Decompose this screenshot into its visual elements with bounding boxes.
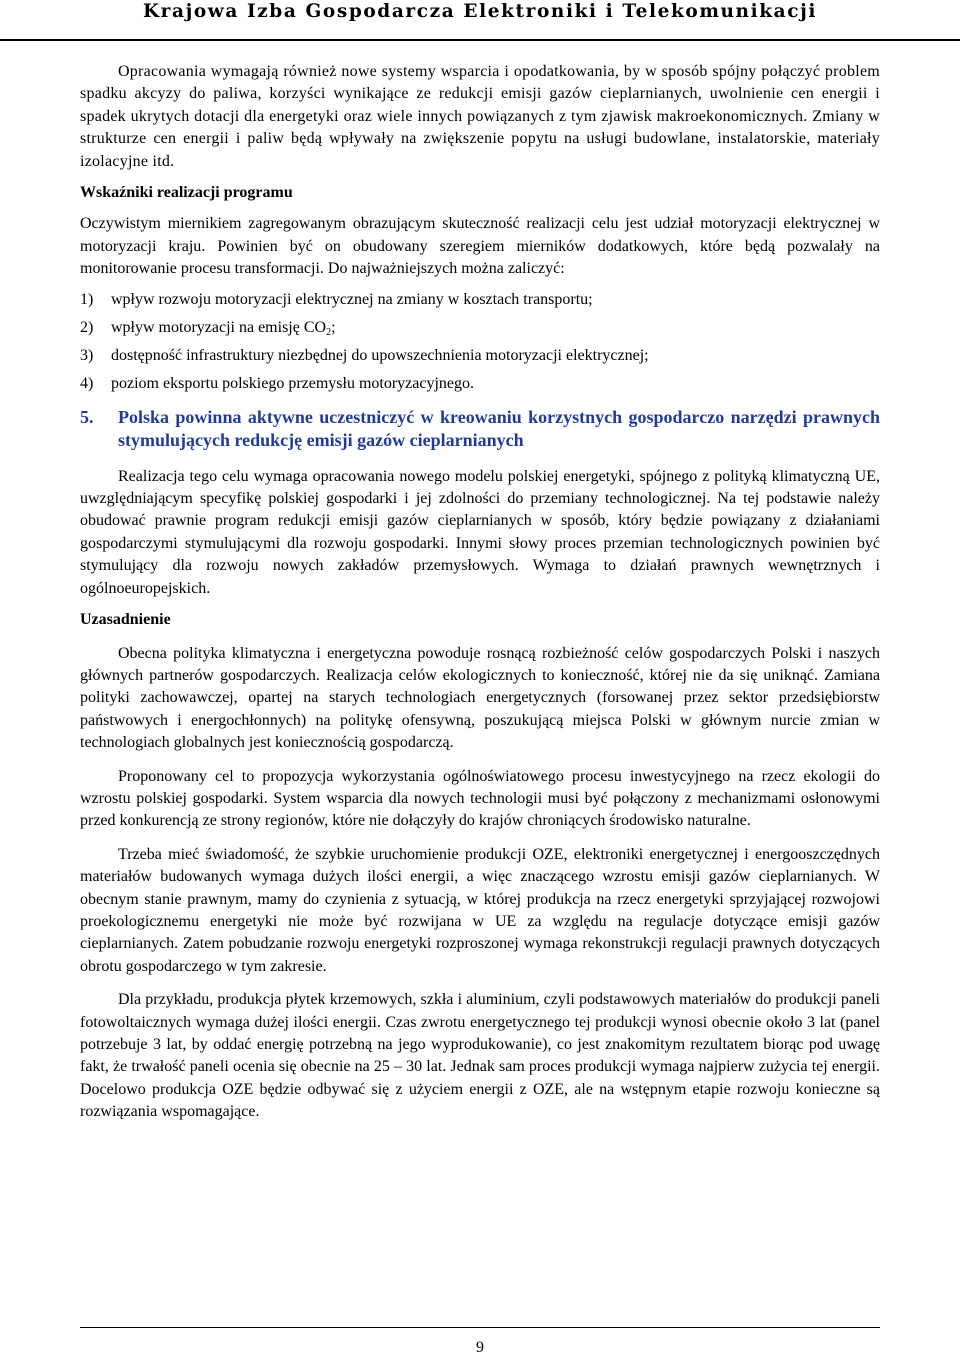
justification-paragraph: Trzeba mieć świadomość, że szybkie uruchomienie produkcji OZE, elektroniki energetycznej i energooszczędnych materiałów budowanych wymaga dużych ilości energii, a więc znaczącego wzrostu emisji gazów cieplarnianych. W obecnym stanie prawnym, mamy do czynienia z sytuacją, w której produkcja na rzecz energetyki sprzyjającej rozwojowi proekologicznemu energetyki nie może być rozwijana w UE za względu na regulacje dotyczące emisji gazów cieplarnianych. Zatem pobudzanie rozwoju energetyki rozproszonej wymaga rekonstrukcji regulacji prawnych dotyczących obrotu gospodarczego w tym zakresie. (80, 845, 880, 975)
list-item-number: 1) (80, 290, 94, 308)
justification-paragraph: Proponowany cel to propozycja wykorzystania ogólnoświatowego procesu inwestycyjnego na rzecz ekologii do wzrostu polskiej gospodarki. System wsparcia dla nowych technologii musi być połączony z mechanizmami osłonowymi przed konkurencją ze strony regionów, które nie dołączyły do krajów chroniących środowisko naturalne. (80, 767, 880, 830)
list-item-text: poziom eksportu polskiego przemysłu motoryzacyjnego. (111, 375, 475, 393)
list-item-text: dostępność infrastruktury niezbędnej do upowszechnienia motoryzacji elektrycznej; (111, 347, 649, 365)
header-title: Krajowa Izba Gospodarcza Elektroniki i Telekomunikacji (142, 1, 818, 22)
justification-heading: Uzasadnienie (80, 611, 171, 629)
page-header (0, 0, 960, 40)
justification-paragraph: Dla przykładu, produkcja płytek krzemowych, szkła i aluminium, czyli podstawowych materiałów do produkcji paneli fotowoltaicznych wymaga dużej ilości energii. Czas zwrotu energetycznego tej produkcji wynosi obecnie około 3 lat (panel potrzebuje 3 lat, by oddać energię potrzebną na jego wyprodukowanie), co jest znakomitym rezultatem biorąc pod uwagę fakt, że trwałość paneli ocenia się obecnie na 25 – 30 lat. Jednak sam proces produkcji wymaga najpierw zużycia tej energii. Docelowo produkcja OZE będzie odbywać się z użyciem energii z OZE, ale na wstępnym etapie rozwoju konieczne są rozwiązania wspomagające. (80, 991, 880, 1121)
co2-subscript: 2 (326, 326, 332, 338)
list-item (80, 345, 880, 367)
page-number: 9 (476, 1339, 484, 1356)
page-content (80, 61, 880, 1124)
indicators-paragraph: Oczywistym miernikiem zagregowanym obrazującym skuteczność realizacji celu jest udział motoryzacji elektrycznej w motoryzacji kraju. Powinien być on obudowany szeregiem mierników dodatkowych, które będą pozwalały na monitorowanie procesu transformacji. Do najważniejszych można zaliczyć: (80, 215, 880, 278)
list-item-number: 3) (80, 347, 94, 365)
list-item (80, 373, 880, 395)
intro-paragraph: Opracowania wymagają również nowe systemy wsparcia i opodatkowania, by w sposób spójny połączyć problem spadku akcyzy do paliwa, korzyści wynikające ze redukcji emisji gazów cieplarnianych, uwolnienie cen energii i spadek ukrytych dotacji dla energetyki oraz wiele innych powiązanych z tym zjawisk makroekonomicznych. Zmiany w strukturze cen energii i paliw będą wpływały na zwiększenie popytu na usługi budowlane, instalatorskie, materiały izolacyjne itd. (80, 63, 880, 170)
section-number: 5. (80, 406, 94, 427)
section-title: Polska powinna aktywne uczestniczyć w kreowaniu korzystnych gospodarczo narzędzi prawnych stymulujących redukcję emisji gazów cieplarnianych (118, 406, 880, 450)
list-item (80, 289, 880, 311)
list-item-number: 2) (80, 318, 94, 336)
list-item (80, 317, 880, 339)
section-5-paragraph: Realizacja tego celu wymaga opracowania nowego modelu polskiej energetyki, spójnego z polityką klimatyczną UE, uwzględniającym specyfikę polskiej gospodarki i jej zdolności do przemiany technologicznej. Na tej podstawie należy obudować prawnie program redukcji emisji gazów cieplarnianych w sposób, który będzie powiązany z działaniami gospodarczymi stymulującymi dla rozwoju gospodarki. Innymi słowy proces przemian technologicznych powinien być stymulujący dla rozwoju nowych zakładów przemysłowych. Wymaga to działań prawnych wewnętrznych i ogólnoeuropejskich. (80, 467, 880, 597)
section-5-heading (80, 406, 880, 452)
indicators-heading: Wskaźniki realizacji programu (80, 184, 293, 202)
list-item-text: wpływ motoryzacji na emisję CO (111, 318, 327, 336)
list-item-text-wrap (111, 317, 336, 339)
list-item-tail: ; (331, 318, 336, 336)
list-item-number: 4) (80, 375, 94, 393)
list-item-text: wpływ rozwoju motoryzacji elektrycznej na zmiany w kosztach transportu; (111, 290, 593, 308)
header-rule (0, 39, 960, 41)
indicators-list (80, 289, 880, 396)
justification-paragraph: Obecna polityka klimatyczna i energetyczna powoduje rosnącą rozbieżność celów gospodarczych Polski i naszych głównych partnerów gospodarczych. Realizacja celów ekologicznych to konieczność, której nie da się uniknąć. Zamiana polityki zachowawczej, opartej na starych technologiach energetycznych (forsowanej przez sektor przedsiębiorstw państwowych i energochłonnych) na politykę ofensywną, poszukującą miejsca Polski w głównym nurcie zmian w technologiach globalnych jest koniecznością gospodarczą. (80, 644, 880, 752)
footer-rule (80, 1327, 880, 1328)
